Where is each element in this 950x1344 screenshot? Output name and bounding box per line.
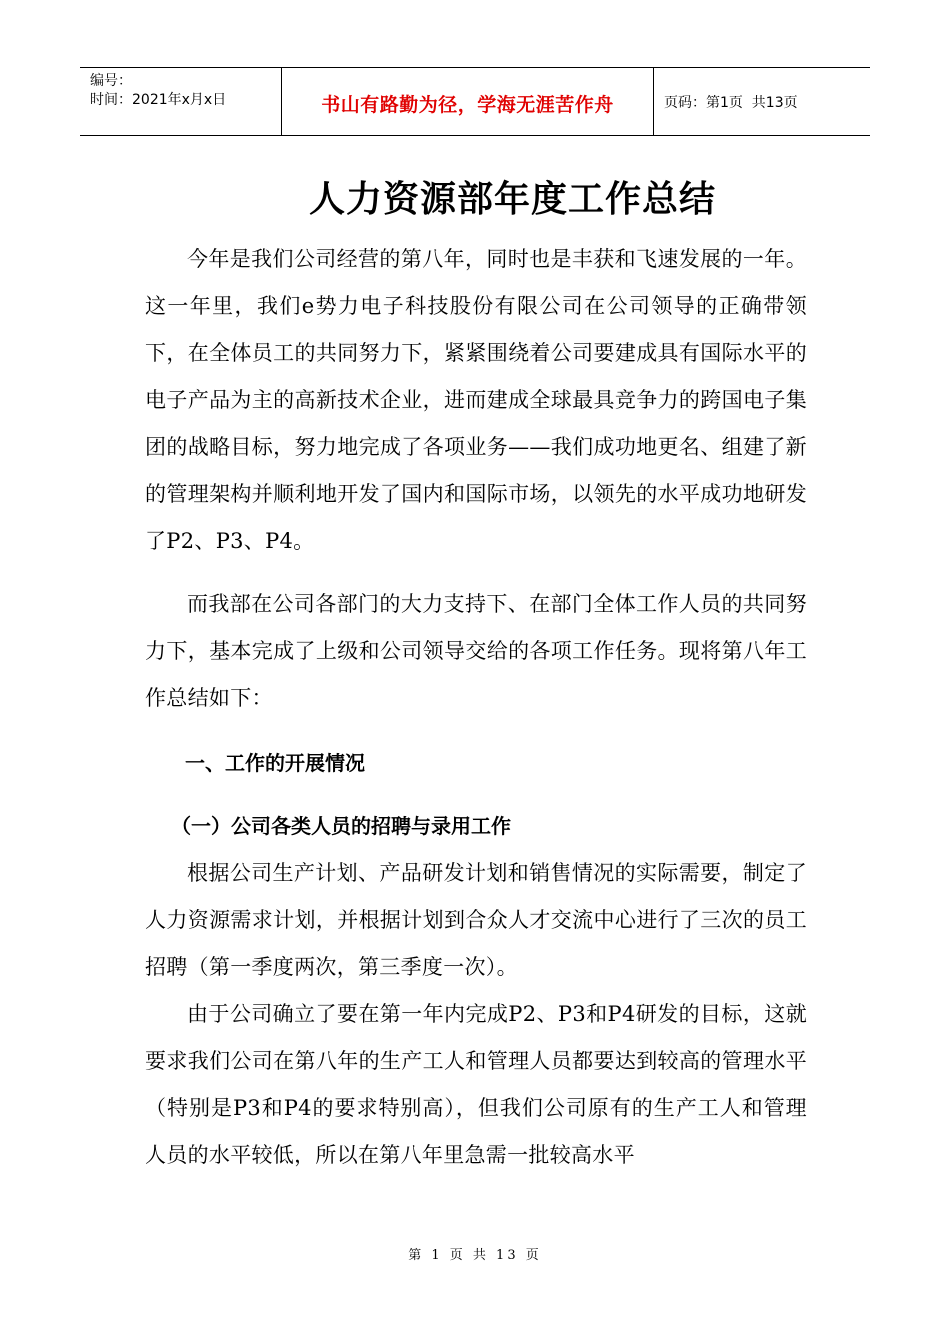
header-motto-cell xyxy=(282,68,654,135)
document-date-label: 时间：2021年x月x日 xyxy=(90,92,227,108)
document-header xyxy=(80,67,870,136)
header-motto: 书山有路勤为径，学海无涯苦作舟 xyxy=(321,94,614,116)
header-page-info: 页码：第1页 共13页 xyxy=(664,94,798,111)
header-page-cell xyxy=(654,68,870,135)
body-paragraph-recruitment: 根据公司生产计划、产品研发计划和销售情况的实际需要，制定了人力资源需求计划，并根据计划到合众人才交流中心进行了三次的员工招聘（第一季度两次，第三季度一次）。 xyxy=(145,861,807,979)
document-number-label: 编号： xyxy=(90,73,132,89)
body-paragraph-summary: 而我部在公司各部门的大力支持下、在部门全体工作人员的共同努力下，基本完成了上级和公司领导交给的各项工作任务。现将第八年工作总结如下： xyxy=(145,592,807,710)
section-heading: 一、工作的开展情况 xyxy=(185,751,365,775)
body-paragraph-intro: 今年是我们公司经营的第八年，同时也是丰获和飞速发展的一年。这一年里，我们e势力电子科技股份有限公司在公司领导的正确带领下，在全体员工的共同努力下，紧紧围绕着公司要建成具有国际水平的电子产品为主的高新技术企业，进而建成全球最具竞争力的跨国电子集团的战略目标，努力地完成了各项业务——我们成功地更名、组建了新的管理架构并顺利地开发了国内和国际市场，以领先的水平成功地研发了P2、P3、P4。 xyxy=(145,247,807,553)
document-title: 人力资源部年度工作总结 xyxy=(308,179,716,220)
body-paragraph-goals: 由于公司确立了要在第一年内完成P2、P3和P4研发的目标，这就要求我们公司在第八年的生产工人和管理人员都要达到较高的管理水平（特别是P3和P4的要求特别高），但我们公司原有的生产工人和管理人员的水平较低，所以在第八年里急需一批较高水平 xyxy=(145,1002,807,1167)
document-body xyxy=(145,236,807,1179)
subsection-heading: （一）公司各类人员的招聘与录用工作 xyxy=(171,814,511,838)
header-meta-cell xyxy=(80,68,282,135)
page-footer: 第 1 页 共 13 页 xyxy=(408,1248,542,1263)
